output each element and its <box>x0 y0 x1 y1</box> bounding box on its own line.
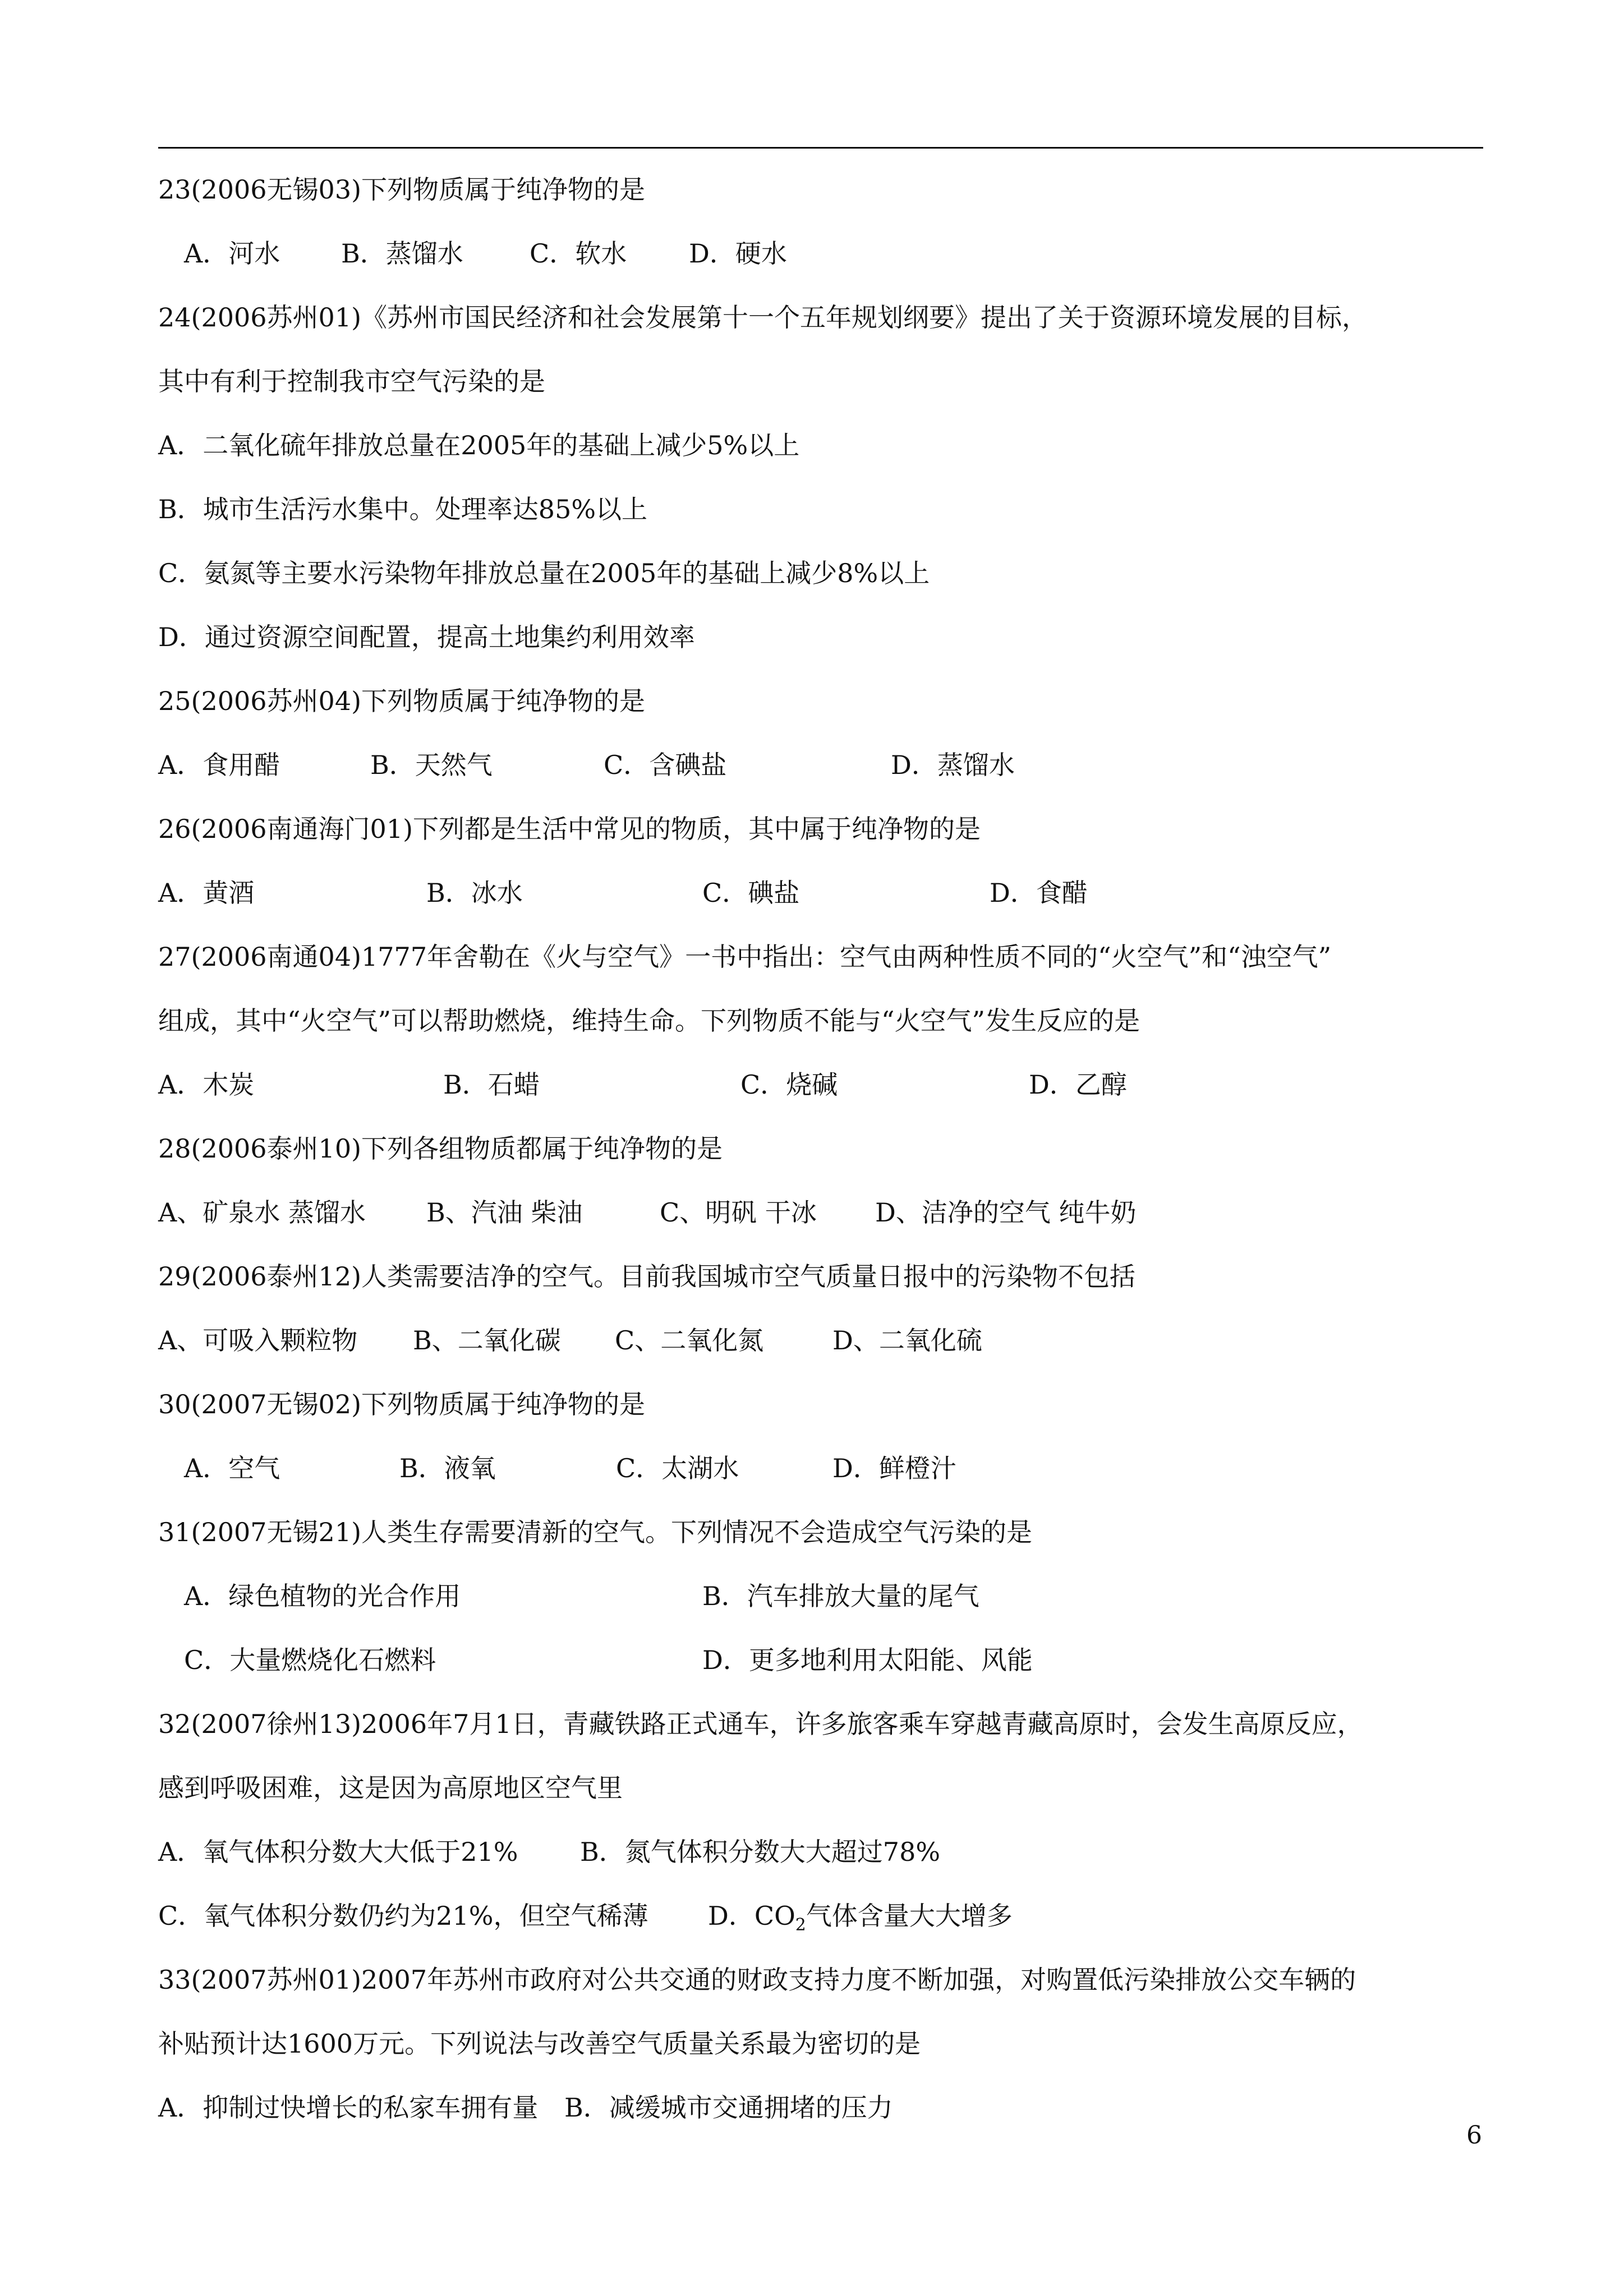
question-32-stem-line-2: 感到呼吸困难，这是因为高原地区空气里 <box>158 1773 623 1803</box>
question-27-option-c: C．烧碱 <box>740 1069 838 1100</box>
question-24-option-d: D．通过资源空间配置，提高土地集约利用效率 <box>158 622 695 652</box>
question-32-option-a: A．氧气体积分数大大低于21% <box>158 1837 518 1867</box>
question-27-stem-line-2: 组成，其中“火空气”可以帮助燃烧，维持生命。下列物质不能与“火空气”发生反应的是 <box>158 1006 1140 1036</box>
question-29-option-d: D、二氧化硫 <box>832 1325 982 1356</box>
question-28-option-a: A、矿泉水 蒸馏水 <box>158 1197 366 1228</box>
question-30-option-a: A．空气 <box>184 1453 280 1483</box>
question-23-option-b: B．蒸馏水 <box>341 238 463 269</box>
question-24-option-a: A．二氧化硫年排放总量在2005年的基础上减少5%以上 <box>158 430 800 460</box>
question-23-option-c: C．软水 <box>530 238 627 269</box>
question-32-option-c: C．氧气体积分数仍约为21%，但空气稀薄 <box>158 1901 648 1931</box>
question-32-option-d <box>708 1899 1013 1933</box>
question-32-option-d-prefix: D．CO <box>708 1901 795 1931</box>
question-29-option-c: C、二氧化氮 <box>615 1325 764 1356</box>
header-rule <box>158 147 1483 149</box>
question-26-option-a: A．黄酒 <box>158 878 255 908</box>
question-24-option-b: B．城市生活污水集中。处理率达85%以上 <box>158 494 648 524</box>
question-24-option-c: C．氨氮等主要水污染物年排放总量在2005年的基础上减少8%以上 <box>158 558 930 588</box>
question-32-option-d-suffix: 气体含量大大增多 <box>806 1901 1013 1931</box>
question-25-option-c: C．含碘盐 <box>604 750 727 780</box>
question-27-option-b: B．石蜡 <box>443 1069 540 1100</box>
question-25-stem: 25(2006苏州04)下列物质属于纯净物的是 <box>158 686 646 716</box>
question-33-option-a: A．抑制过快增长的私家车拥有量 <box>158 2092 539 2123</box>
question-27-option-a: A．木炭 <box>158 1069 255 1100</box>
question-32-option-b: B．氮气体积分数大大超过78% <box>580 1837 941 1867</box>
question-29-stem: 29(2006泰州12)人类需要洁净的空气。目前我国城市空气质量日报中的污染物不包括 <box>158 1261 1136 1292</box>
question-31-stem: 31(2007无锡21)人类生存需要清新的空气。下列情况不会造成空气污染的是 <box>158 1517 1033 1547</box>
question-32-option-d-subscript: 2 <box>795 1915 806 1935</box>
question-31-option-a: A．绿色植物的光合作用 <box>184 1581 461 1611</box>
question-33-stem-line-1: 33(2007苏州01)2007年苏州市政府对公共交通的财政支持力度不断加强，对购置低污染排放公交车辆的 <box>158 1965 1356 1995</box>
question-24-stem-line-2: 其中有利于控制我市空气污染的是 <box>158 366 545 397</box>
question-29-option-a: A、可吸入颗粒物 <box>158 1325 358 1356</box>
question-25-option-b: B．天然气 <box>370 750 493 780</box>
question-26-option-b: B．冰水 <box>426 878 523 908</box>
question-33-option-b: B．减缓城市交通拥堵的压力 <box>564 2092 893 2123</box>
question-31-option-b: B．汽车排放大量的尾气 <box>702 1581 979 1611</box>
question-23-stem: 23(2006无锡03)下列物质属于纯净物的是 <box>158 174 646 205</box>
question-26-option-c: C．碘盐 <box>702 878 800 908</box>
question-27-stem-line-1: 27(2006南通04)1777年舍勒在《火与空气》一书中指出：空气由两种性质不同的“火空气”和“浊空气” <box>158 942 1332 972</box>
question-31-option-c: C．大量燃烧化石燃料 <box>184 1645 436 1675</box>
question-33-stem-line-2: 补贴预计达1600万元。下列说法与改善空气质量关系最为密切的是 <box>158 2028 921 2059</box>
question-26-stem: 26(2006南通海门01)下列都是生活中常见的物质，其中属于纯净物的是 <box>158 814 981 844</box>
question-30-option-b: B．液氧 <box>399 1453 496 1483</box>
question-32-stem-line-1: 32(2007徐州13)2006年7月1日，青藏铁路正式通车，许多旅客乘车穿越青藏高原时，会发生高原反应， <box>158 1709 1363 1739</box>
question-24-stem-line-1: 24(2006苏州01)《苏州市国民经济和社会发展第十一个五年规划纲要》提出了关于资源环境发展的目标， <box>158 302 1368 333</box>
question-28-option-d: D、洁净的空气 纯牛奶 <box>875 1197 1137 1228</box>
question-30-stem: 30(2007无锡02)下列物质属于纯净物的是 <box>158 1389 646 1419</box>
question-31-option-d: D．更多地利用太阳能、风能 <box>702 1645 1033 1675</box>
question-23-option-a: A．河水 <box>184 238 280 269</box>
question-30-option-d: D．鲜橙汁 <box>832 1453 956 1483</box>
question-27-option-d: D．乙醇 <box>1029 1069 1127 1100</box>
question-29-option-b: B、二氧化碳 <box>413 1325 561 1356</box>
page-number: 6 <box>1466 2121 1482 2150</box>
question-30-option-c: C．太湖水 <box>616 1453 739 1483</box>
question-28-option-b: B、汽油 柴油 <box>426 1197 583 1228</box>
question-25-option-a: A．食用醋 <box>158 750 280 780</box>
question-26-option-d: D．食醋 <box>990 878 1088 908</box>
question-28-stem: 28(2006泰州10)下列各组物质都属于纯净物的是 <box>158 1133 723 1164</box>
question-23-option-d: D．硬水 <box>689 238 787 269</box>
question-28-option-c: C、明矾 干冰 <box>660 1197 817 1228</box>
question-25-option-d: D．蒸馏水 <box>891 750 1015 780</box>
